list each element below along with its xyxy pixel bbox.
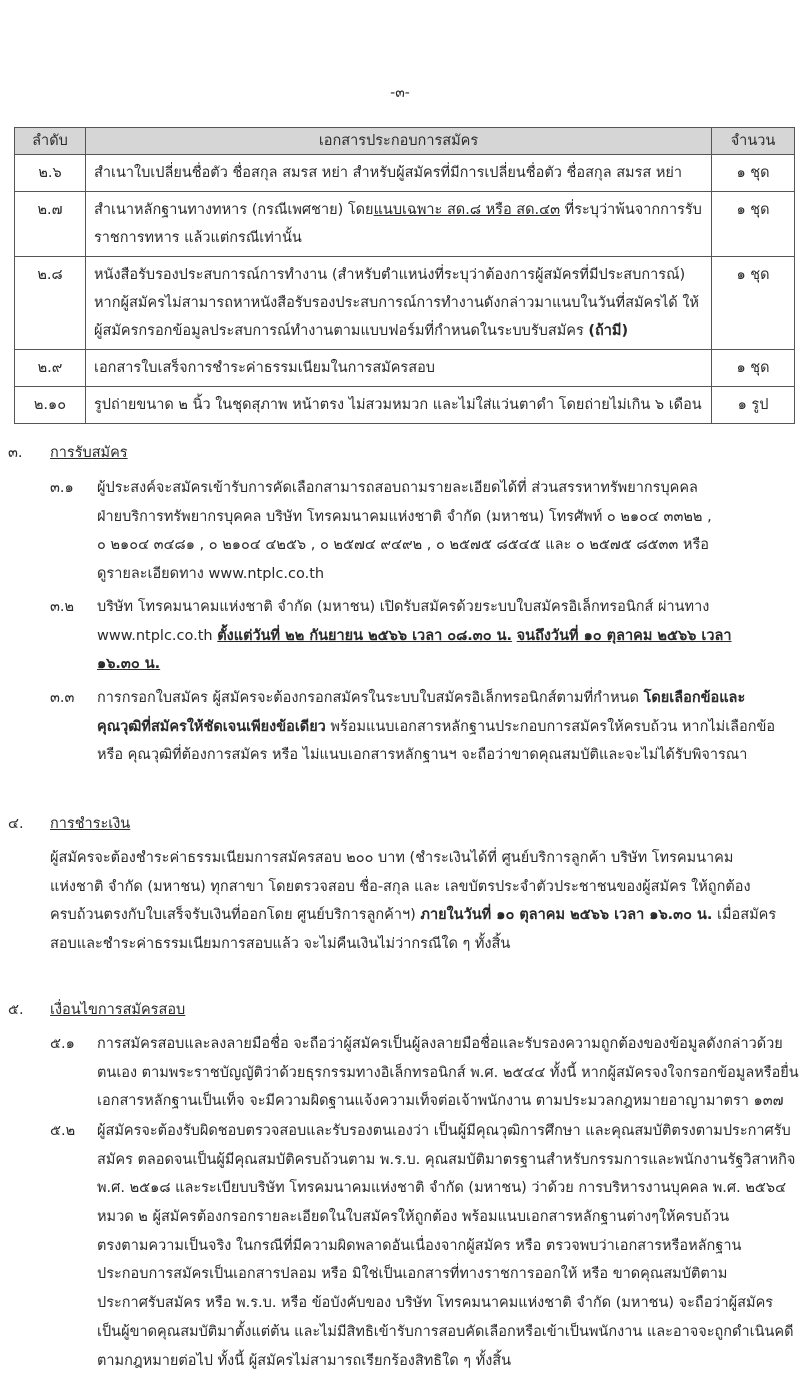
table-row: [15, 350, 795, 387]
text-line: [97, 1059, 799, 1088]
text-line: [97, 684, 775, 713]
text-segment: ประกาศรับสมัคร หรือ พ.ร.บ. หรือ ข้อบังคับของ บริษัท โทรคมนาคมแห่งชาติ จำกัด (มหาชน) จะถือว่าผู้สมัคร: [97, 1295, 774, 1312]
header-quantity: จำนวน: [712, 128, 795, 155]
emphasized-text: (ถ้ามี): [588, 323, 629, 339]
row-document: [86, 155, 712, 192]
emphasized-text: ๑๖.๓๐ น.: [97, 656, 161, 673]
row-number: ๒.๗: [15, 192, 86, 257]
text-line: [97, 713, 775, 742]
page-number: -๓-: [390, 85, 410, 101]
row-document: [86, 387, 712, 424]
clause-number: ๕.๑: [50, 1036, 75, 1052]
section-number: ๕.: [8, 1002, 24, 1018]
row-number: ๒.๘: [15, 257, 86, 350]
text-segment: ที่ระบุว่าพ้นจากการรับราชการทหาร แล้วแต่กรณีเท่านั้น: [94, 202, 702, 246]
row-quantity: ๑ ชุด: [712, 192, 795, 257]
row-document: [86, 257, 712, 350]
header-document: เอกสารประกอบการสมัคร: [86, 128, 712, 155]
text-segment: ประกอบการสมัครเป็นเอกสารปลอม หรือ มิใช่เป็นเอกสารที่ทางราชการออกให้ หรือ ขาดคุณสมบัติตาม: [97, 1266, 728, 1283]
text-line: [97, 1146, 795, 1175]
section-number: ๔.: [8, 816, 24, 832]
section-title: เงื่อนไขการสมัครสอบ: [50, 1002, 186, 1018]
text-segment: ตรงตามความเป็นจริง ในกรณีที่มีความผิดพลาดอันเนื่องจากผู้สมัคร หรือ ตรวจพบว่าเอกสารหรือหลักฐาน: [97, 1237, 742, 1254]
text-segment: ฝ่ายบริการทรัพยากรบุคคล บริษัท โทรคมนาคมแห่งชาติ จำกัด (มหาชน) โทรศัพท์ ๐ ๒๑๐๔ ๓๓๒๒ ,: [97, 508, 712, 525]
text-segment: การสมัครสอบและลงลายมือชื่อ จะถือว่าผู้สมัครเป็นผู้ลงลายมือชื่อและรับรองความถูกต้องของข้อมูลดังกล่าวด้วย: [97, 1036, 783, 1052]
table-row: [15, 192, 795, 257]
required-documents-table: [14, 127, 795, 424]
text-segment: สอบและชำระค่าธรรมเนียมการสอบแล้ว จะไม่คืนเงินไม่ว่ากรณีใด ๆ ทั้งสิ้น: [50, 936, 511, 953]
row-document: [86, 350, 712, 387]
section-5-heading: [8, 998, 186, 1021]
text-line: [97, 1087, 799, 1116]
paragraph-๓.๓: [50, 684, 776, 770]
text-line: [50, 844, 776, 873]
row-number: ๒.๑๐: [15, 387, 86, 424]
text-segment: แห่งชาติ จำกัด (มหาชน) ทุกสาขา โดยตรวจสอบ ชื่อ-สกุล และ เลขบัตรประจำตัวประชาชนของผู้สมัคร ให้ถูกต้อง: [50, 878, 751, 895]
text-segment: ผู้สมัครจะต้องชำระค่าธรรมเนียมการสมัครสอบ ๒๐๐ บาท (ชำระเงินได้ที่ ศูนย์บริการลูกค้า บริษัท โทรคมนาคม: [50, 850, 734, 866]
text-segment: ดูรายละเอียดทาง www.ntplc.co.th: [97, 566, 325, 583]
text-segment: ตนเอง ตามพระราชบัญญัติว่าด้วยธุรกรรมทางอิเล็กทรอนิกส์ พ.ศ. ๒๕๔๔ ทั้งนี้ หากผู้สมัครจงใจกรอกข้อมูลหรือยื่น: [97, 1064, 799, 1081]
text-segment: เป็นผู้ขาดคุณสมบัติมาตั้งแต่ต้น และไม่มีสิทธิเข้ารับการสอบคัดเลือกหรือเข้าเป็นพนักงาน และอาจจะถูกดำเนินคดี: [97, 1323, 794, 1340]
text-segment: ครบถ้วนตรงกับใบเสร็จรับเงินที่ออกโดย ศูนย์บริการลูกค้าฯ): [50, 907, 421, 924]
clause-number: ๕.๒: [50, 1123, 76, 1139]
text-line: [97, 474, 712, 503]
text-segment: บริษัท โทรคมนาคมแห่งชาติ จำกัด (มหาชน) เปิดรับสมัครด้วยระบบใบสมัครอิเล็กทรอนิกส์ ผ่านทาง: [97, 599, 710, 615]
text-line: [97, 1174, 795, 1203]
text-line: [97, 1203, 795, 1232]
text-line: [97, 503, 712, 532]
text-line: [97, 1318, 795, 1347]
table-header-row: [15, 128, 795, 155]
text-line: [97, 560, 712, 589]
text-segment: เอกสารใบเสร็จการชำระค่าธรรมเนียมในการสมัครสอบ: [94, 360, 435, 376]
row-quantity: ๑ รูป: [712, 387, 795, 424]
text-line: [97, 1232, 795, 1261]
clause-number: ๓.๓: [50, 690, 75, 706]
text-segment: เอกสารหลักฐานเป็นเท็จ จะมีความผิดฐานแจ้งความเท็จต่อเจ้าพนักงาน ตามประมวลกฎหมายอาญามาตรา ๑๓๗: [97, 1093, 784, 1110]
row-quantity: ๑ ชุด: [712, 155, 795, 192]
text-line: [50, 901, 776, 930]
text-segment: หนังสือรับรองประสบการณ์การทำงาน (สำหรับตำแหน่งที่ระบุว่าต้องการผู้สมัครที่มีประสบการณ์) หากผู้สมัครไม่สามารถหาหนังสือรับรองประสบการณ์การทำงานดังกล่าวมาแนบในวันที่สมัครได้ ให้ผู้สมัครกรอกข้อมูลประสบการณ์ทำงานตามแบบฟอร์มที่กำหนดในระบบรับสมัคร: [94, 267, 699, 339]
emphasized-text: จนถึงวันที่ ๑๐ ตุลาคม ๒๕๖๖ เวลา: [516, 627, 732, 644]
text-segment: ผู้ประสงค์จะสมัครเข้ารับการคัดเลือกสามารถสอบถามรายละเอียดได้ที่ ส่วนสรรหาทรัพยากรบุคคล: [97, 480, 698, 496]
text-line: [97, 1347, 795, 1376]
text-segment: www.ntplc.co.th: [97, 627, 218, 644]
text-line: [97, 593, 732, 622]
text-line: [50, 930, 776, 959]
row-quantity: ๑ ชุด: [712, 257, 795, 350]
text-segment: พร้อมแนบเอกสารหลักฐานประกอบการสมัครให้ครบถ้วน หากไม่เลือกข้อ: [325, 718, 776, 735]
text-line: [97, 650, 732, 679]
row-number: ๒.๙: [15, 350, 86, 387]
text-line: [97, 531, 712, 560]
paragraph-๕.๒: [50, 1117, 796, 1375]
clause-number: ๓.๑: [50, 480, 74, 496]
section-number: ๓.: [8, 445, 23, 461]
text-segment: พ.ศ. ๒๕๑๘ และระเบียบบริษัท โทรคมนาคมแห่งชาติ จำกัด (มหาชน) ว่าด้วย การบริหารงานบุคคล พ.ศ. ๒๕๖๔: [97, 1180, 787, 1197]
table-row: [15, 387, 795, 424]
text-line: [97, 1289, 795, 1318]
paragraph-payment: [50, 844, 776, 959]
text-line: [97, 1260, 795, 1289]
section-3-heading: [8, 441, 128, 464]
section-4-heading: [8, 812, 131, 835]
text-line: [97, 1030, 799, 1059]
text-line: [97, 622, 732, 651]
text-segment: ผู้สมัครจะต้องรับผิดชอบตรวจสอบและรับรองตนเองว่า เป็นผู้มีคุณวุฒิการศึกษา และคุณสมบัติตรงตามประกาศรับ: [97, 1123, 791, 1139]
row-quantity: ๑ ชุด: [712, 350, 795, 387]
text-segment: ตามกฎหมายต่อไป ทั้งนี้ ผู้สมัครไม่สามารถเรียกร้องสิทธิใด ๆ ทั้งสิ้น: [97, 1352, 512, 1369]
text-segment: เมื่อสมัคร: [712, 907, 777, 924]
table-row: [15, 257, 795, 350]
paragraph-๓.๑: [50, 474, 712, 589]
text-line: [97, 741, 775, 770]
paragraph-๕.๑: [50, 1030, 799, 1116]
text-segment: สำเนาใบเปลี่ยนชื่อตัว ชื่อสกุล สมรส หย่า สำหรับผู้สมัครที่มีการเปลี่ยนชื่อตัว ชื่อสกุล สมรส หย่า: [94, 165, 683, 181]
table-row: [15, 155, 795, 192]
emphasized-text: ภายในวันที่ ๑๐ ตุลาคม ๒๕๖๖ เวลา ๑๖.๓๐ น.: [420, 907, 713, 924]
section-title: การชำระเงิน: [50, 816, 131, 832]
row-document: [86, 192, 712, 257]
text-segment: การกรอกใบสมัคร ผู้สมัครจะต้องกรอกสมัครในระบบใบสมัครอิเล็กทรอนิกส์ตามที่กำหนด: [97, 690, 644, 706]
header-order: ลำดับ: [15, 128, 86, 155]
emphasized-text: แนบเฉพาะ สด.๘ หรือ สด.๔๓: [373, 202, 561, 218]
emphasized-text: โดยเลือกข้อและ: [643, 690, 746, 706]
row-number: ๒.๖: [15, 155, 86, 192]
text-line: [97, 1117, 795, 1146]
text-segment: หรือ คุณวุฒิที่ต้องการสมัคร หรือ ไม่แนบเอกสารหลักฐานฯ จะถือว่าขาดคุณสมบัติและจะไม่ได้รับพิจารณา: [97, 747, 748, 764]
text-segment: สำเนาหลักฐานทางทหาร (กรณีเพศชาย) โดย: [94, 202, 374, 218]
text-segment: ๐ ๒๑๐๔ ๓๔๘๑ , ๐ ๒๑๐๔ ๔๒๕๖ , ๐ ๒๕๗๔ ๙๔๙๒ , ๐ ๒๕๗๕ ๘๕๔๕ และ ๐ ๒๕๗๕ ๘๕๓๓ หรือ: [97, 537, 709, 554]
clause-number: ๓.๒: [50, 599, 75, 615]
paragraph-๓.๒: [50, 593, 732, 679]
text-segment: รูปถ่ายขนาด ๒ นิ้ว ในชุดสุภาพ หน้าตรง ไม่สวมหมวก และไม่ใส่แว่นตาดำ โดยถ่ายไม่เกิน ๖ เดือน: [94, 397, 702, 413]
text-line: [50, 873, 776, 902]
emphasized-text: คุณวุฒิที่สมัครให้ชัดเจนเพียงข้อเดียว: [97, 718, 326, 735]
text-segment: สมัคร ตลอดจนเป็นผู้มีคุณสมบัติครบถ้วนตาม พ.ร.บ. คุณสมบัติมาตรฐานสำหรับกรรมการและพนักงานรัฐวิสาหกิจ: [97, 1151, 796, 1168]
text-segment: หมวด ๒ ผู้สมัครต้องกรอกรายละเอียดในใบสมัครให้ถูกต้อง พร้อมแนบเอกสารหลักฐานต่างๆให้ครบถ้วน: [97, 1209, 730, 1226]
section-title: การรับสมัคร: [50, 445, 128, 461]
emphasized-text: ตั้งแต่วันที่ ๒๒ กันยายน ๒๕๖๖ เวลา ๐๘.๓๐ น.: [217, 627, 513, 644]
